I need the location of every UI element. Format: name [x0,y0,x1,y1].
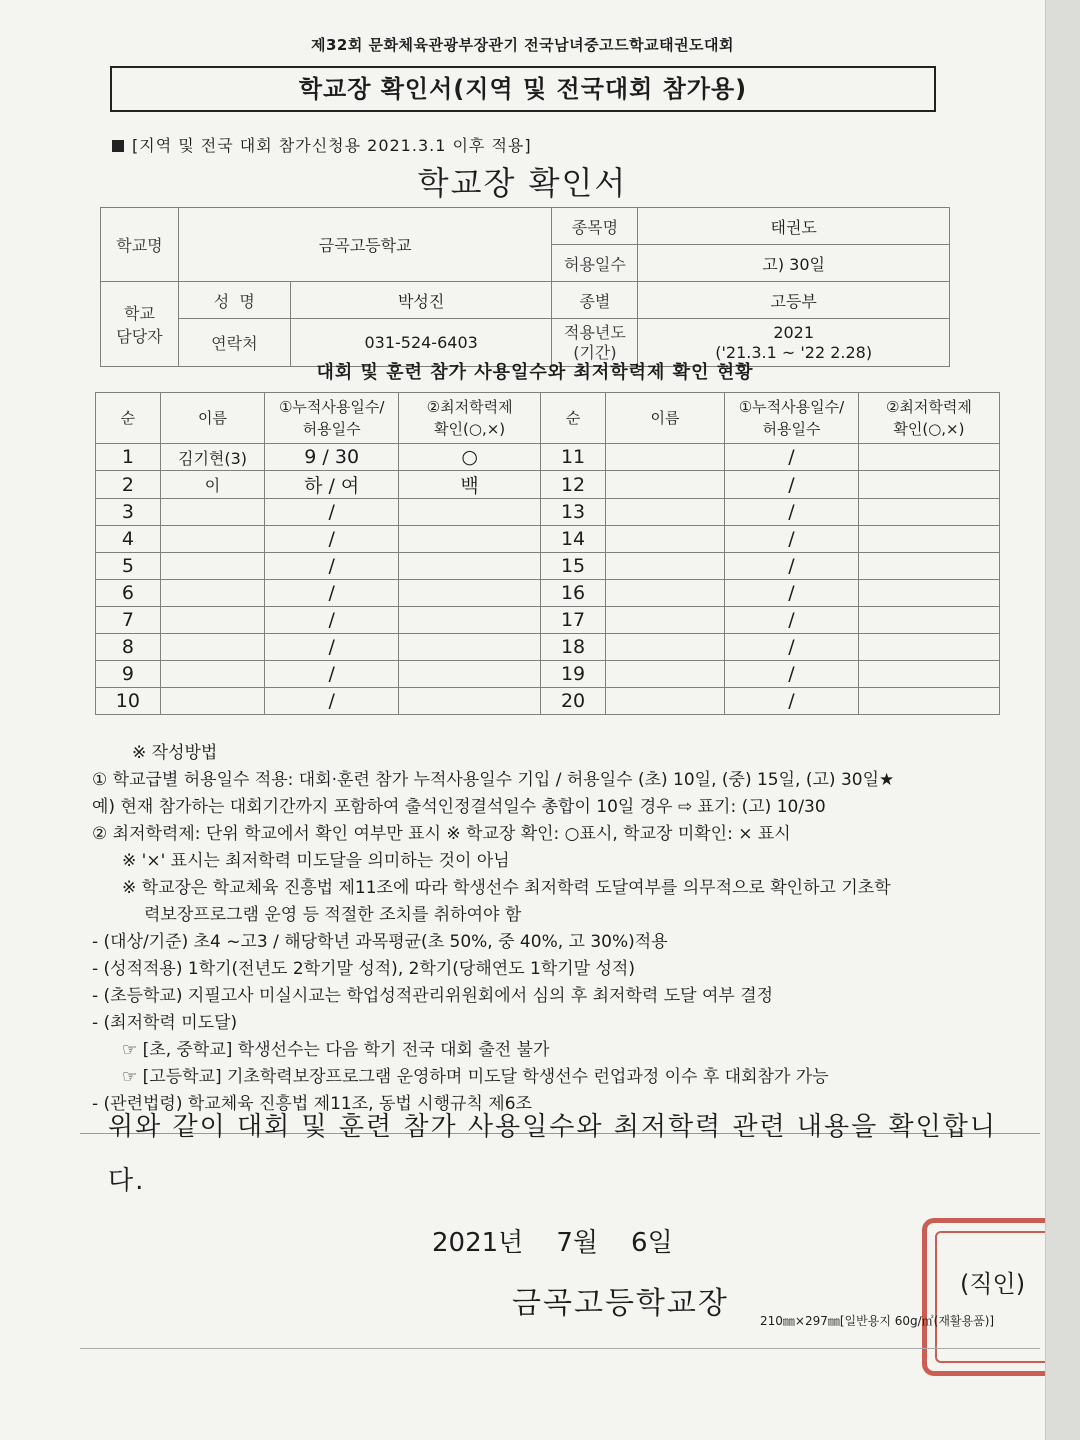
method-line: - (초등학교) 지필고사 미실시교는 학업성적관리위원회에서 심의 후 최저학력 도달 여부 결정 [92,986,774,1006]
note-text: [지역 및 전국 대회 참가신청용 2021.3.1 이후 적용] [132,136,532,155]
table-row [96,553,1000,580]
row-days-2: / [725,444,859,471]
page-edge [1045,0,1080,1440]
row-name-2 [605,526,724,553]
row-no-2: 12 [541,471,606,499]
row-no: 3 [96,499,161,526]
row-name [160,688,265,715]
row-days-2: / [725,607,859,634]
row-min-2 [858,634,999,661]
row-min-2 [858,471,999,499]
writing-instructions [92,740,1032,1118]
row-name [160,634,265,661]
method-line: 력보장프로그램 운영 등 적절한 조치를 취하여야 함 [144,905,522,925]
school-info-table [100,207,950,367]
row-name-2 [605,553,724,580]
row-min [399,499,541,526]
row-no: 9 [96,661,161,688]
row-name [160,499,265,526]
row-days-2: / [725,580,859,607]
row-days: / [265,688,399,715]
contact-label: 연락처 [178,319,290,367]
method-line: - (성적적용) 1학기(전년도 2학기말 성적), 2학기(당해연도 1학기말 성적) [92,959,635,979]
contest-name: 제32회 문화체육관광부장관기 전국남녀중고드학교태권도대회 [310,36,735,54]
row-name [160,526,265,553]
row-days: / [265,661,399,688]
method-line: - (최저학력 미도달) [92,1013,238,1033]
manager-name: 박성진 [290,282,552,319]
row-min-2 [858,499,999,526]
table-row [96,526,1000,553]
row-no-2: 17 [541,607,606,634]
form-heading: 학교장 확인서 [417,164,628,202]
row-name: 김기현(3) [160,444,265,471]
row-no: 10 [96,688,161,715]
seal-label: (직인) [960,1270,1026,1298]
row-days-2: / [725,688,859,715]
header-name-2: 이름 [605,393,724,444]
row-no-2: 15 [541,553,606,580]
table-row [96,444,1000,471]
table-row [96,661,1000,688]
row-min [399,526,541,553]
row-min-2 [858,580,999,607]
header-min-2: ②최저학력제 확인(○,×) [858,393,999,444]
row-min-2 [858,688,999,715]
row-name-2 [605,661,724,688]
row-no-2: 14 [541,526,606,553]
row-no-2: 20 [541,688,606,715]
header-days: ①누적사용일수/ 허용일수 [265,393,399,444]
row-no-2: 16 [541,580,606,607]
method-line: - (관련법령) 학교체육 진흥법 제11조, 동법 시행규칙 제6조 [92,1094,532,1114]
school-name: 금곡고등학교 [178,208,552,282]
square-bullet-icon [112,140,124,152]
participation-table [95,392,1000,715]
row-min [399,607,541,634]
name-label: 성 명 [178,282,290,319]
method-line: ※ '×' 표시는 최저학력 미도달을 의미하는 것이 아님 [122,851,510,871]
row-min-2 [858,526,999,553]
row-min-2 [858,607,999,634]
row-days-2: / [725,471,859,499]
status-title: 대회 및 훈련 참가 사용일수와 최저학력제 확인 현황 [316,362,754,383]
row-no: 5 [96,553,161,580]
method-title: ※ 작성방법 [132,743,218,763]
row-days-2: / [725,526,859,553]
row-name [160,580,265,607]
row-days-2: / [725,661,859,688]
row-days: 하 / 여 [265,471,399,499]
row-name-2 [605,444,724,471]
row-name [160,553,265,580]
row-no-2: 13 [541,499,606,526]
row-days: / [265,499,399,526]
header-name: 이름 [160,393,265,444]
row-name-2 [605,607,724,634]
period-value: ('21.3.1 ~ '22 2.28) [715,342,873,362]
header-no-2: 순 [541,393,606,444]
header-min: ②최저학력제 확인(○,×) [399,393,541,444]
division-label: 종별 [552,282,638,319]
manager-label: 학교 담당자 [101,282,179,367]
row-no: 2 [96,471,161,499]
event-label: 종목명 [552,208,638,245]
paper-size-note: 210㎜×297㎜[일반용지 60g/㎡(재활용품)] [760,1314,995,1328]
method-line: ※ 학교장은 학교체육 진흥법 제11조에 따라 학생선수 최저학력 도달여부를 의무적으로 확인하고 기초학 [122,878,891,898]
school-label: 학교명 [101,208,179,282]
row-no-2: 11 [541,444,606,471]
year-label: 적용년도 (기간) [552,319,638,367]
row-days-2: / [725,553,859,580]
row-no-2: 18 [541,634,606,661]
method-line: ☞ [고등학교] 기초학력보장프로그램 운영하며 미도달 학생선수 런업과정 이수 후 대회참가 가능 [122,1067,829,1087]
method-line: ① 학교급별 허용일수 적용: 대회·훈련 참가 누적사용일수 기입 / 허용일수 (초) 10일, (중) 15일, (고) 30일★ [92,770,895,790]
table-row [96,471,1000,499]
allowed-days-value: 고) 30일 [638,245,950,282]
table-header-row [96,393,1000,444]
row-days-2: / [725,499,859,526]
row-name [160,607,265,634]
row-no: 1 [96,444,161,471]
row-no-2: 19 [541,661,606,688]
row-days: / [265,553,399,580]
table-row [96,688,1000,715]
row-days-2: / [725,634,859,661]
method-line: ② 최저학력제: 단위 학교에서 확인 여부만 표시 ※ 학교장 확인: ○표시, 학교장 미확인: × 표시 [92,824,791,844]
event-value: 태권도 [638,208,950,245]
row-min-2 [858,444,999,471]
row-min [399,553,541,580]
header-days-2: ①누적사용일수/ 허용일수 [725,393,859,444]
method-line: - (대상/기준) 초4 ~고3 / 해당학년 과목평균(초 50%, 중 40%, 고 30%)적용 [92,932,668,952]
row-name-2 [605,634,724,661]
method-line: ☞ [초, 중학교] 학생선수는 다음 학기 전국 대회 출전 불가 [122,1040,550,1060]
row-name-2 [605,471,724,499]
row-days: / [265,526,399,553]
row-no: 6 [96,580,161,607]
table-row [96,634,1000,661]
contact-value: 031-524-6403 [290,319,552,367]
table-row [96,499,1000,526]
header-no: 순 [96,393,161,444]
row-min [399,580,541,607]
row-min-2 [858,553,999,580]
row-no: 4 [96,526,161,553]
row-name: 이 [160,471,265,499]
row-no: 7 [96,607,161,634]
row-min: ○ [399,444,541,471]
row-min-2 [858,661,999,688]
year-value: 2021 [773,322,815,342]
row-min [399,661,541,688]
row-name [160,661,265,688]
table-row [96,580,1000,607]
title-box: 학교장 확인서(지역 및 전국대회 참가용) [110,66,936,112]
applicability-note [112,133,532,156]
allowed-days-label: 허용일수 [552,245,638,282]
row-days: 9 / 30 [265,444,399,471]
divider [80,1348,1040,1349]
row-min: 백 [399,471,541,499]
principal-title: 금곡고등학교장 [512,1286,729,1321]
issue-date: 2021년 7월 6일 [432,1228,673,1258]
row-name-2 [605,499,724,526]
row-min [399,634,541,661]
row-name-2 [605,580,724,607]
row-days: / [265,607,399,634]
row-min [399,688,541,715]
division-value: 고등부 [638,282,950,319]
table-row [96,607,1000,634]
method-line: 예) 현재 참가하는 대회기간까지 포함하여 출석인정결석일수 총합이 10일 경우 ⇨ 표기: (고) 10/30 [92,797,826,817]
row-no: 8 [96,634,161,661]
row-name-2 [605,688,724,715]
row-days: / [265,580,399,607]
confirmation-statement: 위와 같이 대회 및 훈련 참가 사용일수와 최저학력 관련 내용을 확인합니다. [108,1112,998,1196]
row-days: / [265,634,399,661]
